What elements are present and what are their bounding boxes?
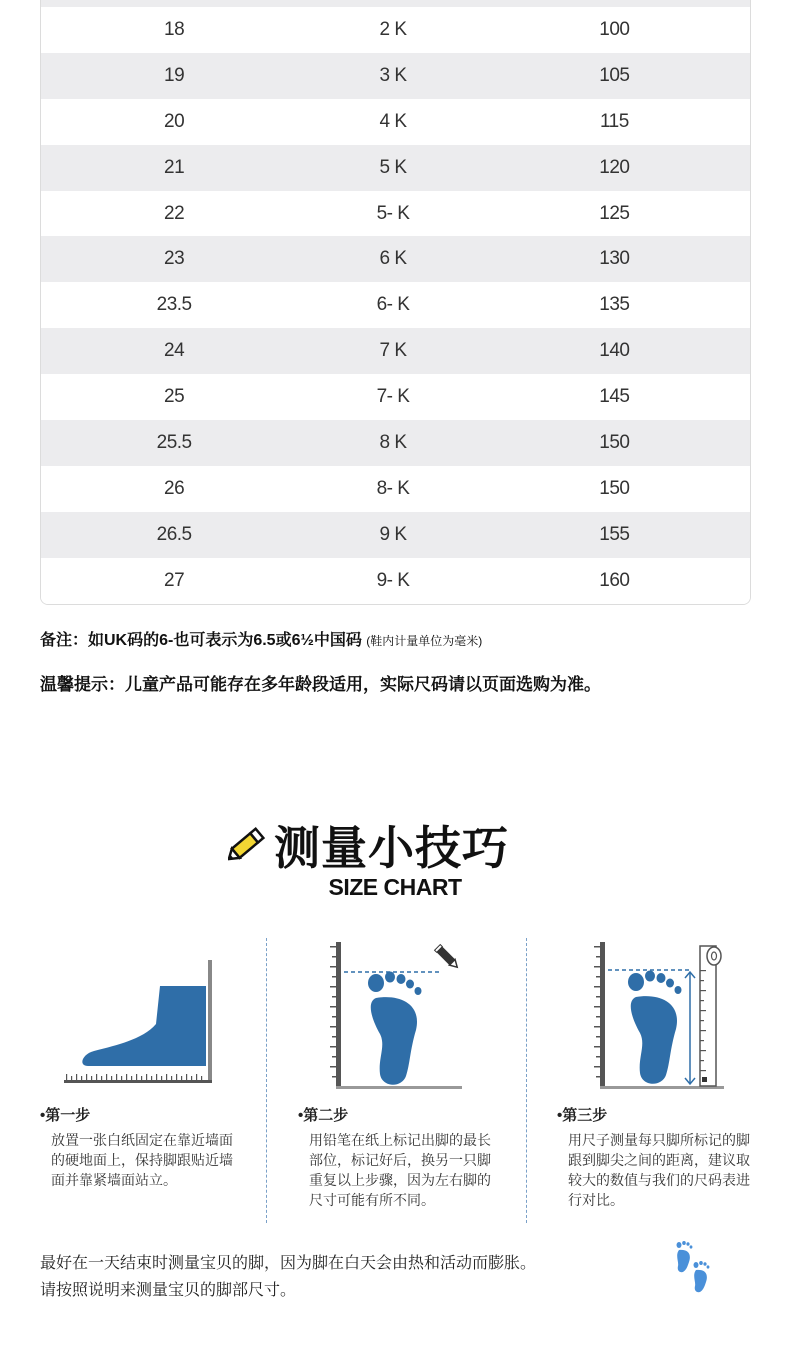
step1-title: •第一步 — [40, 1107, 91, 1124]
table-row — [41, 420, 750, 466]
step2-title: •第二步 — [298, 1107, 349, 1124]
cell-cn: 100 — [599, 18, 630, 40]
cell-uk: 3 K — [379, 64, 407, 86]
tip-text: 温馨提示：儿童产品可能存在多年龄段适用，实际尺码请以页面选购为准。 — [40, 675, 601, 694]
cell-cm: 25 — [164, 386, 185, 408]
cell-cm: 23 — [164, 248, 185, 270]
table-row — [41, 466, 750, 512]
table-row — [41, 191, 750, 237]
section-subtitle: SIZE CHART — [328, 874, 462, 900]
bottom-line-1: 最好在一天结束时测量宝贝的脚，因为脚在白天会由热和活动而膨胀。 — [40, 1255, 537, 1272]
cell-cn: 115 — [599, 110, 629, 132]
cell-cn: 145 — [599, 386, 630, 408]
note-small: (鞋内计量单位为毫米) — [366, 634, 483, 648]
cell-cm: 26.5 — [156, 523, 192, 545]
section-title-row — [228, 812, 509, 878]
step3-desc: 用尺子测量每只脚所标记的脚跟到脚尖之间的距离，建议取较大的数值与我们的尺码表进行对比。 — [568, 1132, 750, 1208]
cell-cm: 20 — [164, 110, 185, 132]
cell-cn: 125 — [599, 202, 630, 224]
table-row — [41, 236, 750, 282]
cell-cn: 105 — [599, 64, 630, 86]
step-divider — [266, 938, 267, 1223]
cell-cn: 130 — [599, 248, 630, 270]
table-row — [41, 145, 750, 191]
cell-cn: 155 — [599, 523, 630, 545]
step1-foot-wall-illustration — [60, 958, 220, 1098]
step-divider — [526, 938, 527, 1223]
table-row — [41, 558, 750, 604]
table-top-edge — [41, 0, 750, 7]
step2-desc: 用铅笔在纸上标记出脚的最长部位，标记好后，换另一只脚重复以上步骤，因为左右脚的尺寸可能有所不同。 — [309, 1132, 491, 1208]
cell-uk: 5 K — [379, 156, 407, 178]
section-title: 测量小技巧 — [274, 822, 509, 874]
cell-uk: 8- K — [376, 477, 410, 499]
cell-cm: 26 — [164, 477, 185, 499]
cell-uk: 9- K — [376, 569, 410, 591]
cell-cm: 19 — [164, 64, 185, 86]
table-row — [41, 374, 750, 420]
cell-cn: 135 — [599, 294, 630, 316]
cell-uk: 6 K — [379, 248, 407, 270]
cell-uk: 6- K — [376, 294, 410, 316]
step1-desc: 放置一张白纸固定在靠近墙面的硬地面上，保持脚跟贴近墙面并靠紧墙面站立。 — [51, 1132, 233, 1188]
step3-title: •第三步 — [557, 1107, 608, 1124]
table-row — [41, 328, 750, 374]
cell-uk: 5- K — [376, 202, 410, 224]
step2-footprint-illustration — [330, 940, 470, 1100]
size-table — [40, 0, 751, 605]
cell-cm: 18 — [164, 18, 185, 40]
table-row — [41, 53, 750, 99]
cell-cn: 140 — [599, 340, 630, 362]
cell-cm: 27 — [164, 569, 185, 591]
note-main: 备注：如UK码的6-也可表示为6.5或6½中国码 — [40, 632, 362, 649]
cell-cm: 21 — [164, 156, 185, 178]
table-row — [41, 512, 750, 558]
step3-ruler-illustration — [594, 940, 734, 1100]
cell-uk: 2 K — [379, 18, 407, 40]
cell-cm: 25.5 — [156, 431, 192, 453]
cell-uk: 9 K — [379, 523, 407, 545]
table-row — [41, 7, 750, 53]
cell-cm: 23.5 — [156, 294, 192, 316]
cell-cn: 160 — [599, 569, 630, 591]
cell-cm: 22 — [164, 202, 185, 224]
footprints-icon — [672, 1240, 722, 1303]
bottom-line-2: 请按照说明来测量宝贝的脚部尺寸。 — [40, 1282, 297, 1299]
table-row — [41, 99, 750, 145]
table-row — [41, 282, 750, 328]
pencil-icon — [228, 823, 268, 868]
cell-uk: 7 K — [379, 340, 407, 362]
note-text — [40, 627, 482, 650]
cell-cn: 150 — [599, 477, 630, 499]
cell-uk: 4 K — [379, 110, 407, 132]
cell-cn: 150 — [599, 431, 630, 453]
cell-cm: 24 — [164, 340, 185, 362]
cell-uk: 8 K — [379, 431, 407, 453]
cell-cn: 120 — [599, 156, 630, 178]
cell-uk: 7- K — [376, 386, 410, 408]
